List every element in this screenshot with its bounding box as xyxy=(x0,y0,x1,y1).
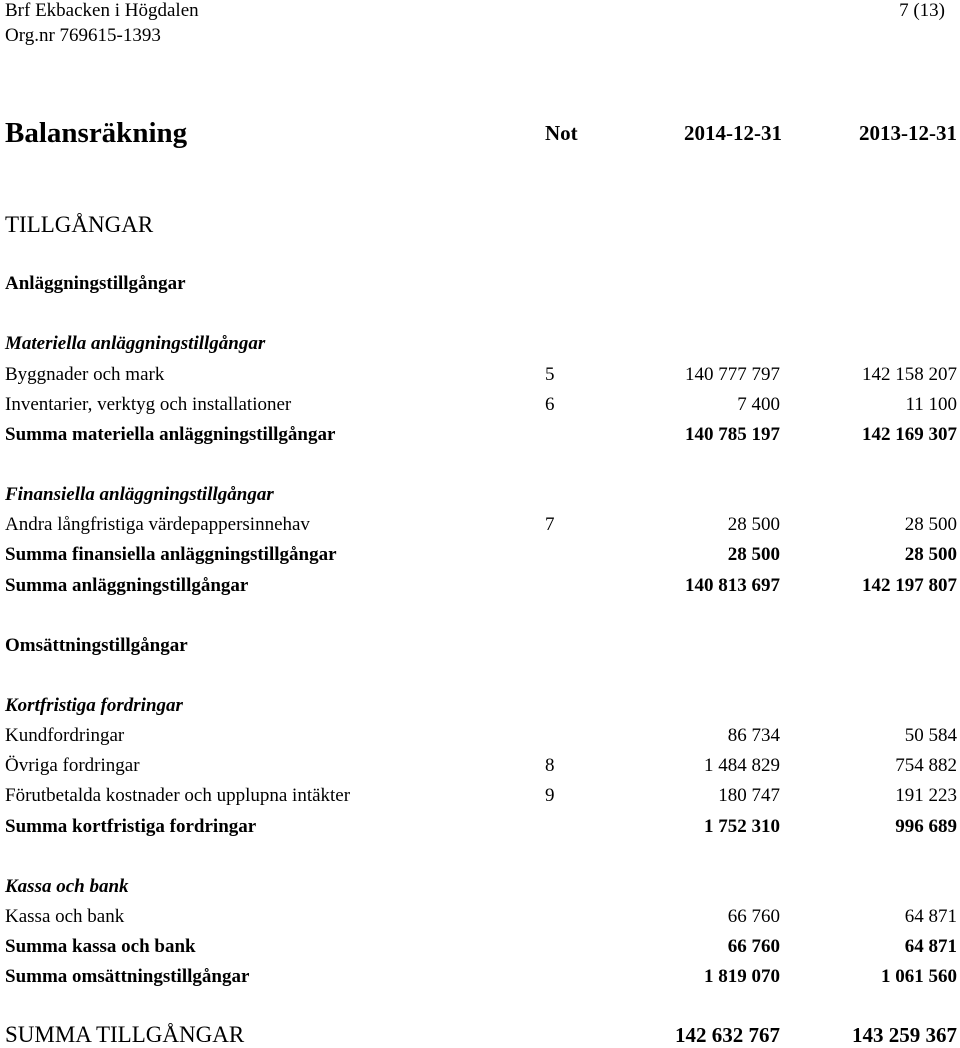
subtotal-row: Summa omsättningstillgångar 1 819 070 1 061 560 xyxy=(5,966,957,987)
subtotal-row: Summa materiella anläggningstillgångar 140 785 197 142 169 307 xyxy=(5,424,957,445)
column-header-row xyxy=(0,116,960,150)
page-title: Balansräkning xyxy=(5,117,188,149)
subtotal-row: Summa kassa och bank 66 760 64 871 xyxy=(5,936,957,957)
table-row: Övriga fordringar 8 1 484 829 754 882 xyxy=(5,755,957,776)
table-row: Inventarier, verktyg och installationer 6 7 400 11 100 xyxy=(5,394,957,415)
grand-total-row: SUMMA TILLGÅNGAR 142 632 767 143 259 367 xyxy=(5,1022,957,1047)
subsection-heading-materiella: Materiella anläggningstillgångar xyxy=(5,333,266,354)
section-heading-tillgangar: TILLGÅNGAR xyxy=(5,212,154,237)
company-name: Brf Ekbacken i Högdalen xyxy=(5,0,199,21)
year2-column-header: 2013-12-31 xyxy=(859,121,957,145)
note-column-header: Not xyxy=(545,121,578,145)
subtotal-row: Summa finansiella anläggningstillgångar 28 500 28 500 xyxy=(5,544,957,565)
year1-column-header: 2014-12-31 xyxy=(684,121,782,145)
page-number: 7 (13) xyxy=(899,0,945,21)
section-heading-omsattningstillgangar: Omsättningstillgångar xyxy=(5,635,188,656)
table-row: Förutbetalda kostnader och upplupna intäkter 9 180 747 191 223 xyxy=(5,785,957,806)
subtotal-row: Summa kortfristiga fordringar 1 752 310 996 689 xyxy=(5,816,957,837)
table-row: Kassa och bank 66 760 64 871 xyxy=(5,906,957,927)
table-row: Byggnader och mark 5 140 777 797 142 158 207 xyxy=(5,364,957,385)
subsection-heading-kassa: Kassa och bank xyxy=(5,876,129,897)
section-heading-anlaggningstillgangar: Anläggningstillgångar xyxy=(5,273,186,294)
subtotal-row: Summa anläggningstillgångar 140 813 697 142 197 807 xyxy=(5,575,957,596)
subsection-heading-finansiella: Finansiella anläggningstillgångar xyxy=(5,484,274,505)
org-number: Org.nr 769615-1393 xyxy=(5,25,161,46)
subsection-heading-kortfristiga: Kortfristiga fordringar xyxy=(5,695,183,716)
table-row: Andra långfristiga värdepappersinnehav 7 28 500 28 500 xyxy=(5,514,957,535)
table-row: Kundfordringar 86 734 50 584 xyxy=(5,725,957,746)
